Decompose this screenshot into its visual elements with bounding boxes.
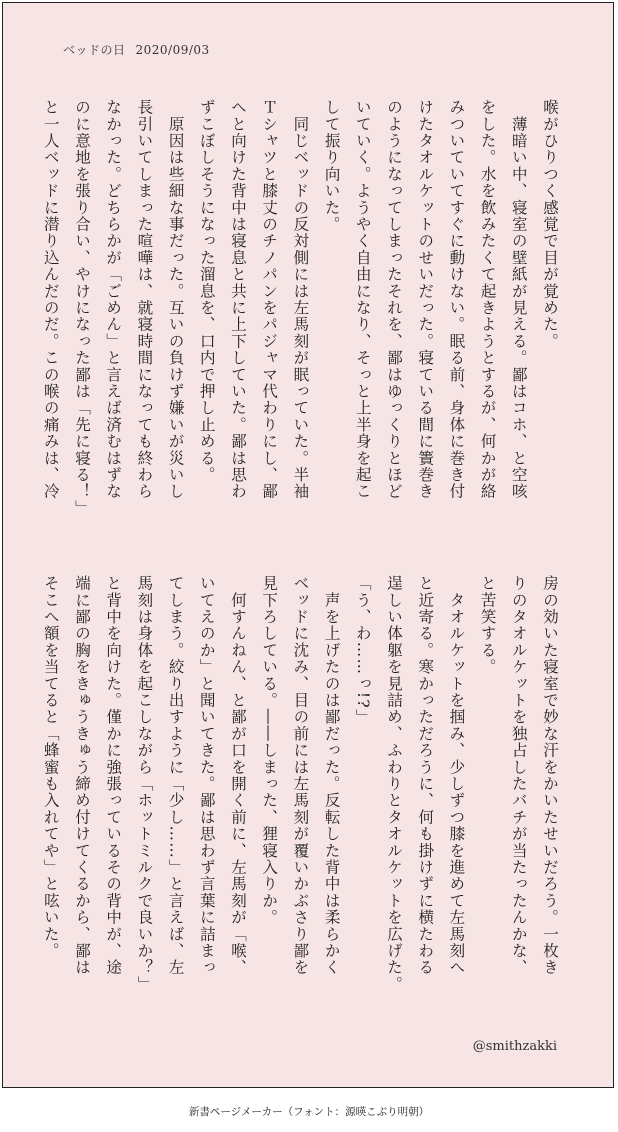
author-credit: @smithzakki [472,1039,557,1054]
paragraph: 同じベッドの反対側には左馬刻が眠っていた。半袖 Ｔシャツと膝丈のチノパンをパジャマ代わりにし、鄙 へと向けた背中は寝息と共に上下していた。鄙は思わ ずこぼしそうになった溜息を、口内で押し止める。 [197,99,310,500]
header-date: 2020/09/03 [135,43,210,57]
text-block-upper [41,99,565,541]
page-header [63,41,210,58]
header-title: ベッドの日 [63,43,126,57]
paragraph: 原因は些細な事だった。互いの負けず嫌いが災いし 長引いてしまった喧嘩は、就寝時間になっても終わら なかった。どちらかが「ごめん」と言えば済むはずな のに意地を張り合い、やけになった鄙は「先に寝る！」 と一人ベッドに潜り込んだのだ。この喉の痛みは、冷 [41,99,185,517]
manuscript-page [2,2,614,1088]
text-block-lower [41,575,565,1007]
paragraph: 声を上げたのは鄙だった。反転した背中は柔らかく ベッドに沈み、目の前には左馬刻が覆いかぶさり鄙を 見下ろしている。――しまった、狸寝入りか。 [260,575,341,976]
footer-caption: 新書ページメーカー（フォント：源暎こぶり明朝） [188,1106,430,1118]
paragraph: 喉がひりつく感覚で目が覚めた。 [541,99,559,350]
paragraph: 房の効いた寝室で妙な汗をかいたせいだろう。一枚き りのタオルケットを独占したバチが当たったんかな、 と苦笑する。 [478,575,559,976]
paragraph: 「う、わ……っ!?」 [353,575,372,726]
paragraph: 薄暗い中、寝室の壁紙が見える。鄙はコホ、と空咳 をした。水を飲みたくて起きようとするが、何かが絡 みついていてすぐに動けない。眠る前、身体に巻き付 けたタオルケットのせいだった。寝ている間に簀巻き のようになってしまったそれを、鄙はゆっくりとほど いていく。ようやく自由になり、そっと上半身を起こ して振り向いた。 [322,99,528,500]
paragraph: タオルケットを掴み、少しずつ膝を進めて左馬刻へ と近寄る。寒かっただろうに、何も掛けずに横たわる 逞しい体躯を見詰め、ふわりとタオルケットを広げた。 [384,575,466,993]
paragraph: 何すんねん、と鄙が口を開く前に、左馬刻が「喉、 いてえのか」と聞いてきた。鄙は思わず言葉に詰まっ てしまう。絞り出すように「少し……」と言えば、左 馬刻は身体を起こしながら「ホットミルクで良いか？」 と背中を向けた。僅かに強張っているその背中が、途 端に鄙の胸をきゅうきゅう締め付けてくるから、鄙は そこへ額を当てると「蜂蜜も入れてや」と呟いた。 [41,575,247,993]
